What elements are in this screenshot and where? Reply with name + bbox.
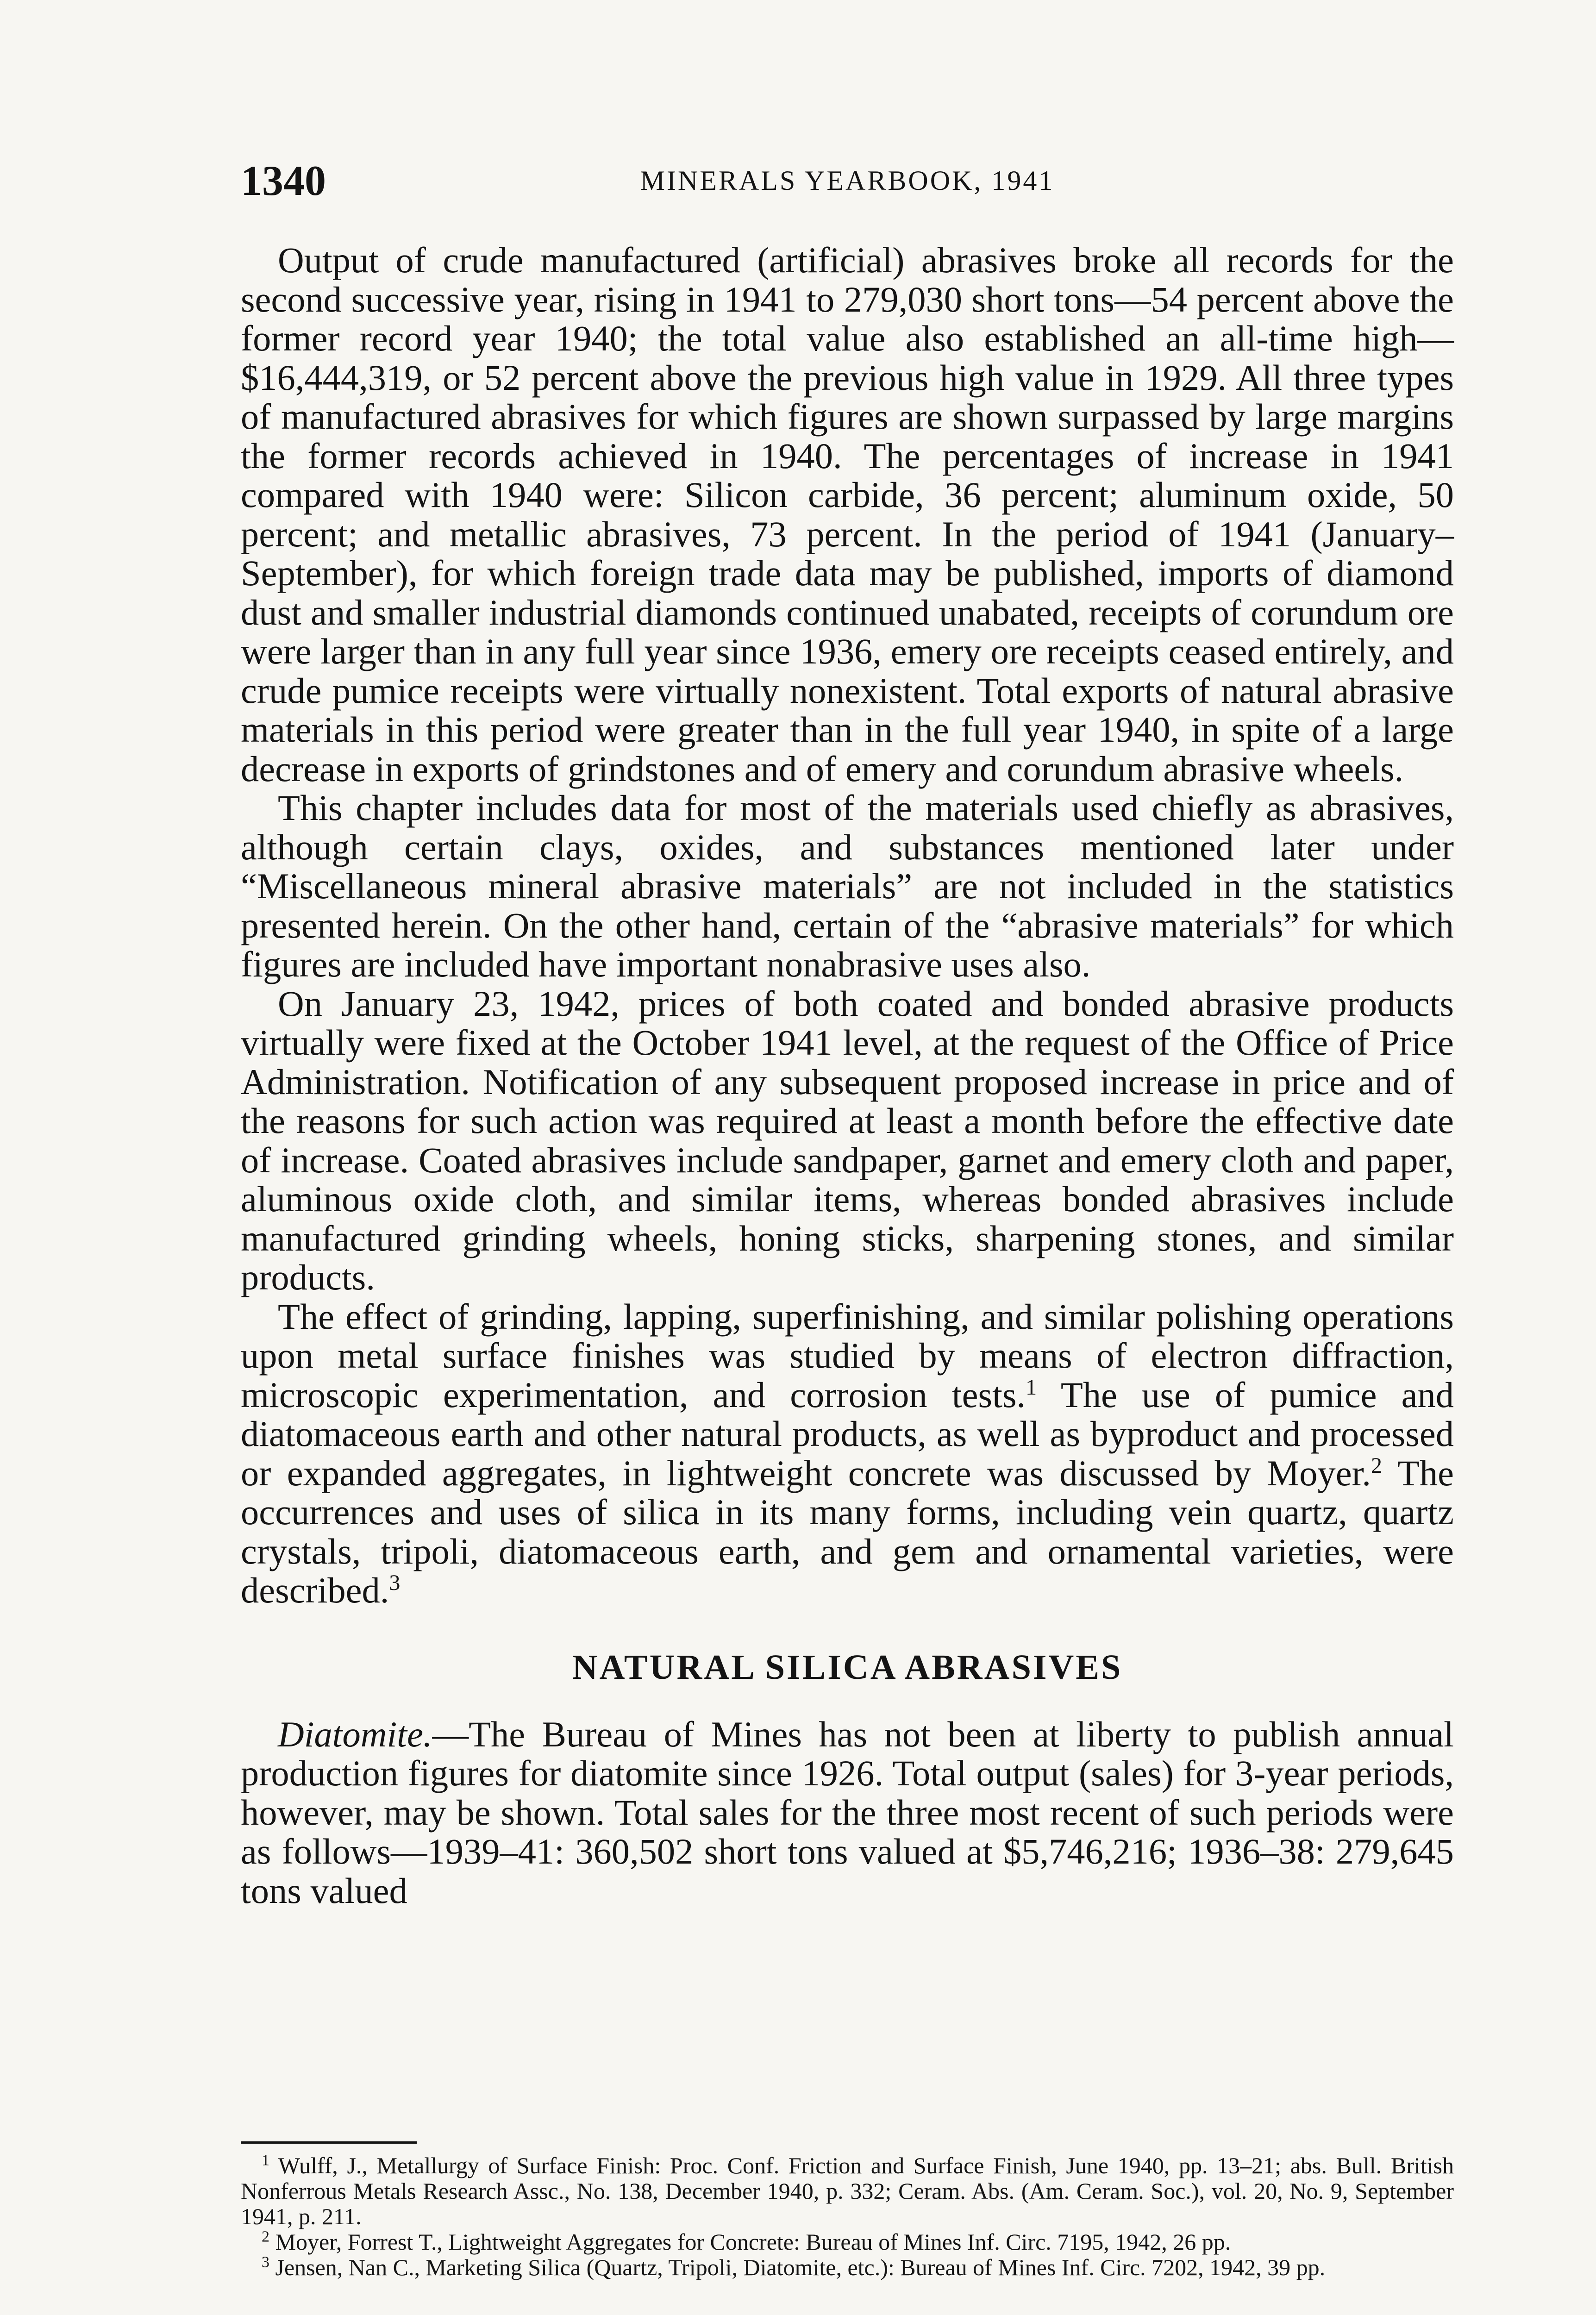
section-heading: NATURAL SILICA ABRASIVES [572, 1647, 1123, 1687]
footnote-text: Jensen, Nan C., Marketing Silica (Quartz, Tripoli, Diatomite, etc.): Bureau of Mines Inf. Circ. 7202, 1942, 39 pp. [275, 2254, 1326, 2280]
paragraph-price-freeze: On January 23, 1942, prices of both coated and bonded abrasive products virtually were fixed at the October 1941 level, at the request of the Office of Price Administration. Notification of any subsequent proposed increase in price and of the reasons for such action was required at least a month before the effective date of increase. Coated abrasives include sandpaper, garnet and emery cloth and paper, aluminous oxide cloth, and similar items, whereas bonded abrasives include manufactured grinding wheels, honing sticks, sharpening stones, and similar products. [241, 983, 1454, 1297]
paragraph-text: The use of pumice and diatomaceous earth and other natural products, as well as byproduct and processed or expanded aggregates, in lightweight concrete was discussed by Moyer. [241, 1374, 1454, 1493]
paragraph-text: —The Bureau of Mines has not been at liberty to publish annual production figures for diatomite since 1926. Total output (sales) for 3-year periods, however, may be shown. Total sales for the three most recent of such periods were as follows—1939–41: 360,502 short tons valued at $5,746,216; 1936–38: 279,645 tons valued [241, 1714, 1454, 1911]
footnote-3 [241, 2255, 1454, 2280]
page-number: 1340 [241, 157, 326, 204]
paragraph-text: The effect of grinding, lapping, superfinishing, and similar polishing operations upon metal surface finishes was studied by means of electron diffraction, microscopic experimentation, and corrosion tests. [241, 1296, 1454, 1415]
footnote-text: Moyer, Forrest T., Lightweight Aggregates for Concrete: Bureau of Mines Inf. Circ. 7195, 1942, 26 pp. [275, 2229, 1231, 2255]
body-text [241, 241, 1454, 1910]
footnote-text: Wulff, J., Metallurgy of Surface Finish: Proc. Conf. Friction and Surface Finish, June 1940, pp. 13–21; abs. Bull. British Nonferrous Metals Research Assc., No. 138, December 1940, p. 332; Ceram. Abs. (Am. Ceram. Soc.), vol. 20, No. 9, September 1941, p. 211. [241, 2152, 1454, 2229]
running-title: MINERALS YEARBOOK, 1941 [640, 165, 1055, 196]
footnote-marker: 2 [1371, 1453, 1383, 1478]
footnote-marker: 3 [389, 1570, 401, 1595]
footnote-number: 2 [262, 2228, 269, 2246]
footnote-divider [241, 2141, 417, 2144]
footnote-number: 3 [262, 2253, 269, 2271]
footnote-1 [241, 2153, 1454, 2229]
paragraph-manufactured-abrasives-output: Output of crude manufactured (artificial) abrasives broke all records for the second successive year, rising in 1941 to 279,030 short tons—54 percent above the former record year 1940; the total value also established an all-time high—$16,444,319, or 52 percent above the previous high value in 1929. All three types of manufactured abrasives for which figures are shown surpassed by large margins the former records achieved in 1940. The percentages of increase in 1941 compared with 1940 were: Silicon carbide, 36 percent; aluminum oxide, 50 percent; and metallic abrasives, 73 percent. In the period of 1941 (January–September), for which foreign trade data may be published, imports of diamond dust and smaller industrial diamonds continued unabated, receipts of corundum ore were larger than in any full year since 1936, emery ore receipts ceased entirely, and crude pumice receipts were virtually nonexistent. Total exports of natural abrasive materials in this period were greater than in the full year 1940, in spite of a large decrease in exports of grindstones and of emery and corundum abrasive wheels. [241, 240, 1454, 789]
footnotes [241, 2153, 1454, 2280]
paragraph-chapter-scope: This chapter includes data for most of the materials used chiefly as abrasives, although certain clays, oxides, and substances mentioned later under “Miscellaneous mineral abrasive materials” are not included in the statistics presented herein. On the other hand, certain of the “abrasive materials” for which figures are included have important nonabrasive uses also. [241, 788, 1454, 984]
paragraph-text: The occurrences and uses of silica in its many forms, including vein quartz, quartz crystals, tripoli, diatomaceous earth, and gem and ornamental varieties, were described. [241, 1452, 1454, 1610]
paragraph-surface-finish-studies [241, 1297, 1454, 1610]
paragraph-diatomite [241, 1715, 1454, 1911]
footnote-marker: 1 [1026, 1375, 1037, 1400]
footnote-number: 1 [262, 2152, 269, 2169]
footnote-2 [241, 2229, 1454, 2255]
diatomite-lead-in: Diatomite. [278, 1714, 432, 1754]
running-header [241, 153, 1454, 208]
